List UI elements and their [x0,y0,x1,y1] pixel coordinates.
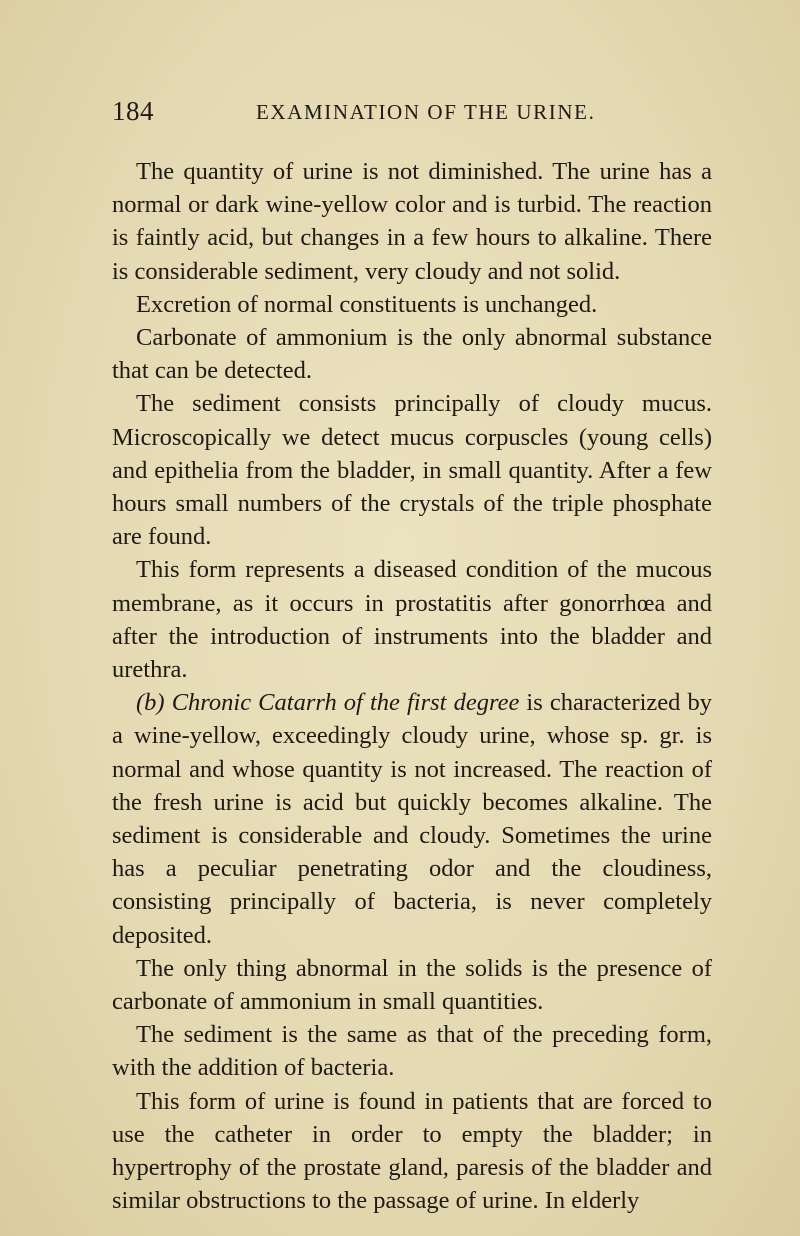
page-number: 184 [112,96,154,126]
paragraph: The sediment consists principally of cloudy mucus. Microscopically we detect mucus corpuscles (young cells) and epithelia from the bladder, in small quantity. After a few hours small numbers of the crystals of the triple phosphate are found. [112,390,712,551]
paragraph: This form represents a diseased condition of the mucous membrane, as it occurs in prostatitis after gonorrhœa and after the introduction of instruments into the bladder and urethra. [112,556,712,684]
section-b-title: Chronic Catarrh of the first degree [171,689,520,717]
paragraph: Excretion of normal constituents is unchanged. [136,290,598,318]
running-head: EXAMINATION OF THE URINE. [256,100,596,124]
section-b-label: (b) [136,689,165,717]
body-text [112,155,712,1218]
paragraph: The only thing abnormal in the solids is the presence of carbonate of ammonium in small quantities. [112,954,712,1016]
paragraph: Carbonate of ammonium is the only abnormal substance that can be detected. [112,324,712,385]
paragraph: The sediment is the same as that of the preceding form, with the addition of bacteria. [112,1021,712,1082]
paragraph: This form of urine is found in patients that are forced to use the catheter in order to empty the bladder; in hypertrophy of the prostate gland, paresis of the bladder and similar obstructions to the passage of urine. In elderly [112,1087,712,1215]
section-b-text: is characterized by a wine-yellow, exceedingly cloudy urine, whose sp. gr. is normal and whose quantity is not increased. The reaction of the fresh urine is acid but quickly becomes alkaline. The sediment is considerable and cloudy. Sometimes the urine has a peculiar penetrating odor and the cloudiness, consisting principally of bacteria, is never completely deposited. [112,689,713,949]
page-header [112,96,712,132]
paragraph: The quantity of urine is not diminished. The urine has a normal or dark wine-yellow color and is turbid. The reaction is faintly acid, but changes in a few hours to alkaline. There is considerable sediment, very cloudy and not solid. [112,158,712,285]
section-b-paragraph [112,686,712,952]
